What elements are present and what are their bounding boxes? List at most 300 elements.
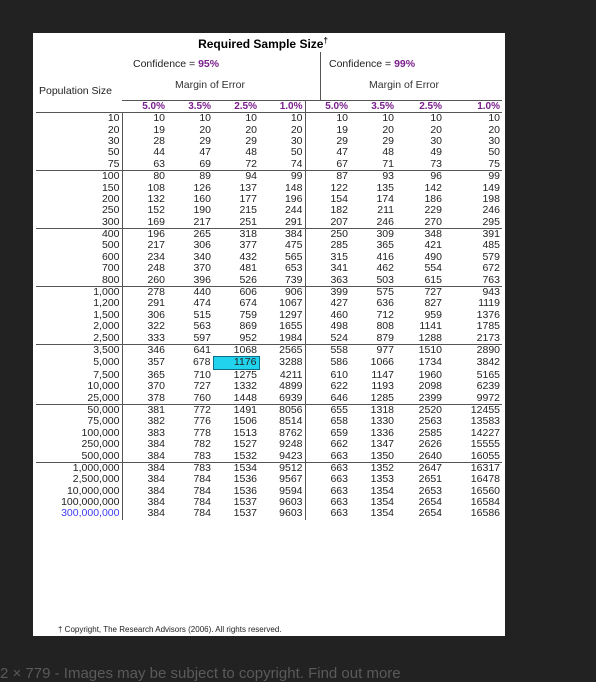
- sample-size-cell: 672: [482, 263, 500, 275]
- sample-size-cell: 132: [147, 193, 165, 205]
- margin-of-error-label-99: Margin of Error: [369, 79, 440, 91]
- sample-size-cell: 315: [305, 252, 350, 263]
- population-cell: 50,000: [36, 404, 122, 416]
- sample-size-cell: 383: [147, 427, 165, 439]
- table-row: [36, 286, 502, 298]
- table-row: [36, 508, 502, 519]
- sample-size-cell: 727: [193, 380, 211, 393]
- population-cell: 30: [36, 136, 122, 147]
- table-row: [36, 321, 502, 332]
- sample-size-cell: 19: [305, 124, 350, 135]
- sample-size-cell: 808: [376, 321, 394, 333]
- sample-size-cell: 306: [147, 309, 165, 321]
- sample-size-grid: [36, 100, 502, 520]
- sample-size-cell: 2640: [418, 450, 442, 462]
- sample-size-cell: 1513: [233, 427, 257, 439]
- sample-size-cell: 67: [305, 159, 350, 171]
- sample-size-cell: 1119: [478, 298, 500, 310]
- population-cell: 500,000: [36, 450, 122, 462]
- sample-size-cell: 2098: [418, 380, 442, 393]
- sample-size-cell: 8514: [279, 416, 303, 428]
- table-row: [36, 381, 502, 392]
- sample-size-cell: 182: [305, 205, 350, 216]
- sample-size-cell: 16584: [470, 496, 500, 509]
- sample-size-cell: 108: [147, 182, 165, 194]
- sample-size-cell: 515: [193, 309, 211, 321]
- sample-size-cell: 2173: [476, 332, 500, 344]
- table-row: [36, 228, 502, 240]
- population-cell: 300: [36, 217, 122, 229]
- sample-size-cell: 44: [153, 147, 165, 159]
- population-cell: 500: [36, 240, 122, 251]
- sample-size-cell: 783: [193, 450, 211, 462]
- sample-size-cell: 391: [444, 228, 502, 240]
- table-row: [36, 147, 502, 158]
- table-row: [36, 182, 502, 193]
- sample-size-cell: 207: [305, 217, 350, 229]
- sample-size-cell: 9972: [476, 392, 500, 404]
- sample-size-cell: 558: [305, 344, 350, 356]
- sample-size-cell: 30: [290, 135, 303, 147]
- sample-size-cell: 1527: [233, 438, 257, 451]
- sample-size-cell: 20: [199, 124, 211, 136]
- sample-size-cell: 784: [193, 474, 211, 486]
- margin-header: 2.5%: [396, 101, 444, 113]
- sample-size-cell: 177: [239, 193, 257, 205]
- sample-size-cell: 234: [147, 251, 165, 263]
- sample-size-cell: 10: [430, 112, 442, 125]
- sample-size-cell: 1536: [233, 474, 257, 486]
- sample-size-cell: 20: [382, 124, 394, 136]
- population-cell: 20: [36, 124, 122, 135]
- sample-size-cell: 1960: [418, 369, 442, 381]
- sample-size-cell: 365: [376, 240, 394, 252]
- population-cell: 5,000: [36, 357, 122, 369]
- sample-size-cell: 3842: [476, 356, 500, 369]
- sample-size-cell: 655: [305, 404, 350, 416]
- sample-size-cell: 1350: [370, 450, 394, 462]
- sample-size-cell: 250: [305, 228, 350, 240]
- sample-size-cell: 357: [147, 356, 165, 369]
- sample-size-cell: 48: [382, 147, 394, 159]
- sample-size-cell: 575: [350, 286, 396, 298]
- sample-size-cell: 10: [245, 112, 257, 125]
- sample-size-cell: 291: [147, 298, 165, 310]
- population-cell: 1,500: [36, 310, 122, 321]
- sample-size-cell: 524: [305, 332, 350, 344]
- sample-size-cell: 20: [290, 124, 303, 136]
- sample-size-cell: 10: [488, 112, 500, 125]
- sample-size-cell: 1984: [279, 332, 303, 344]
- sample-size-cell: 1376: [476, 309, 500, 321]
- sample-size-cell: 475: [284, 240, 303, 252]
- sample-size-cell: 384: [147, 450, 165, 462]
- sample-size-cell: 1491: [213, 404, 259, 416]
- sample-size-cell: 278: [122, 286, 167, 298]
- table-row: [36, 462, 502, 474]
- margin-of-error-label-95: Margin of Error: [175, 79, 246, 91]
- sample-size-cell: 14227: [470, 427, 500, 439]
- sample-size-cell: 20: [430, 124, 442, 136]
- sample-size-cell: 663: [305, 450, 350, 462]
- sample-size-cell: 827: [424, 298, 442, 310]
- table-row: [36, 240, 502, 251]
- population-cell: 25,000: [36, 392, 122, 404]
- sample-size-cell: 340: [193, 251, 211, 263]
- copyright-footer: † Copyright, The Research Advisors (2006). All rights reserved.: [58, 625, 282, 634]
- sample-size-table-image: [33, 33, 505, 636]
- sample-size-cell: 565: [284, 251, 303, 263]
- table-row: [36, 298, 502, 309]
- sample-size-cell: 384: [147, 508, 165, 520]
- sample-size-cell: 1506: [233, 416, 257, 428]
- sample-size-cell: 244: [284, 205, 303, 217]
- sample-size-cell: 10: [290, 112, 303, 125]
- sample-size-cell: 50: [290, 147, 303, 159]
- table-row: [36, 124, 502, 135]
- sample-size-cell: 19: [153, 124, 165, 136]
- sample-size-cell: 75: [488, 158, 500, 170]
- population-cell: 10: [36, 113, 122, 125]
- population-cell: 1,200: [36, 298, 122, 309]
- sample-size-cell: 8056: [259, 404, 305, 416]
- sample-size-cell: 586: [305, 357, 350, 369]
- sample-size-cell: 29: [245, 135, 257, 147]
- sample-size-cell: 641: [167, 344, 213, 356]
- highlighted-cell: 1176: [213, 357, 259, 369]
- sample-size-cell: 432: [239, 251, 257, 263]
- sample-size-cell: 906: [259, 286, 305, 298]
- sample-size-cell: 6239: [476, 380, 500, 393]
- population-cell: 100,000,000: [36, 497, 122, 508]
- sample-size-cell: 1655: [279, 321, 303, 333]
- margin-header: 5.0%: [305, 101, 350, 113]
- sample-size-cell: 12455: [444, 404, 502, 416]
- population-cell: 250,000: [36, 439, 122, 450]
- sample-size-cell: 149: [482, 182, 500, 194]
- sample-size-cell: 94: [213, 170, 259, 182]
- sample-size-cell: 2890: [444, 344, 502, 356]
- confidence-95-header: Confidence = 95%: [133, 58, 220, 70]
- sample-size-cell: 416: [376, 251, 394, 263]
- sample-size-cell: 462: [376, 263, 394, 275]
- sample-size-cell: 759: [239, 309, 257, 321]
- sample-size-cell: 16317: [444, 462, 502, 474]
- sample-size-cell: 554: [424, 263, 442, 275]
- sample-size-cell: 678: [192, 356, 211, 369]
- sample-size-cell: 87: [305, 170, 350, 182]
- sample-size-cell: 481: [239, 263, 257, 275]
- sample-size-cell: 137: [239, 182, 257, 194]
- sample-size-cell: 142: [424, 182, 442, 194]
- sample-size-cell: 1537: [233, 496, 257, 509]
- table-row: [36, 486, 502, 497]
- sample-size-cell: 211: [377, 205, 394, 217]
- sample-size-cell: 772: [167, 404, 213, 416]
- sample-size-cell: 99: [444, 170, 502, 182]
- sample-size-cell: 784: [193, 508, 211, 520]
- sample-size-cell: 485: [482, 240, 500, 252]
- sample-size-cell: 15555: [470, 438, 500, 451]
- sample-size-cell: 30: [430, 135, 442, 147]
- sample-size-cell: 384: [259, 228, 305, 240]
- table-row: [36, 369, 502, 381]
- population-cell: 2,000: [36, 321, 122, 332]
- table-row: [36, 217, 502, 229]
- sample-size-cell: 490: [424, 251, 442, 263]
- sample-size-cell: 270: [424, 216, 442, 228]
- sample-size-cell: 363: [305, 274, 350, 286]
- sample-size-cell: 1068: [213, 344, 259, 356]
- table-row: [36, 450, 502, 462]
- sample-size-cell: 782: [193, 438, 211, 451]
- sample-size-cell: 295: [482, 216, 500, 228]
- sample-size-cell: 760: [193, 392, 211, 404]
- sample-size-cell: 1352: [350, 462, 396, 474]
- margin-header: 3.5%: [350, 101, 396, 113]
- sample-size-cell: 1537: [233, 508, 257, 520]
- population-cell: 75,000: [36, 416, 122, 427]
- population-cell: 400: [36, 228, 122, 240]
- table-row: [36, 392, 502, 404]
- sample-size-cell: 384: [147, 496, 165, 509]
- sample-size-cell: 1336: [370, 427, 394, 439]
- population-cell: 250: [36, 205, 122, 216]
- table-row: [36, 113, 502, 125]
- sample-size-cell: 1354: [370, 508, 394, 520]
- sample-size-cell: 2654: [418, 496, 442, 509]
- sample-size-cell: 776: [193, 416, 211, 428]
- table-row: [36, 428, 502, 439]
- sample-size-cell: 29: [199, 135, 211, 147]
- sample-size-cell: 89: [167, 170, 213, 182]
- population-cell: 10,000: [36, 381, 122, 392]
- sample-size-cell: 662: [305, 439, 350, 450]
- sample-size-cell: 783: [167, 462, 213, 474]
- sample-size-cell: 1141: [419, 321, 442, 333]
- sample-size-cell: 9603: [279, 508, 303, 520]
- sample-size-cell: 1347: [370, 438, 394, 451]
- sample-size-cell: 9512: [259, 462, 305, 474]
- sample-size-cell: 610: [305, 369, 350, 381]
- sample-size-cell: 1066: [370, 356, 394, 369]
- sample-size-cell: 384: [147, 485, 165, 497]
- sample-size-cell: 190: [193, 205, 211, 217]
- sample-size-cell: 3288: [279, 356, 303, 369]
- table-row: [36, 194, 502, 205]
- sample-size-cell: 2399: [418, 392, 442, 404]
- sample-size-cell: 460: [305, 310, 350, 321]
- sample-size-cell: 663: [305, 497, 350, 508]
- sample-size-cell: 16560: [470, 485, 500, 497]
- sample-size-cell: 526: [239, 274, 257, 286]
- sample-size-cell: 943: [444, 286, 502, 298]
- sample-size-cell: 1448: [233, 392, 257, 404]
- sample-size-cell: 196: [122, 228, 167, 240]
- sample-size-cell: 333: [147, 332, 165, 344]
- population-cell: 2,500,000: [36, 474, 122, 485]
- sample-size-cell: 1534: [213, 462, 259, 474]
- sample-size-cell: 563: [193, 321, 211, 333]
- table-row: [36, 404, 502, 416]
- sample-size-cell: 229: [424, 205, 442, 217]
- population-cell: 600: [36, 252, 122, 263]
- sample-size-cell: 784: [193, 496, 211, 509]
- population-cell: 7,500: [36, 369, 122, 381]
- sample-size-cell: 215: [239, 205, 257, 217]
- sample-size-cell: 16586: [470, 508, 500, 520]
- sample-size-cell: 381: [122, 404, 167, 416]
- margin-header: 5.0%: [122, 101, 167, 113]
- sample-size-cell: 285: [305, 240, 350, 251]
- sample-size-cell: 370: [147, 380, 165, 393]
- sample-size-cell: 198: [482, 193, 500, 205]
- sample-size-cell: 148: [284, 182, 303, 194]
- sample-size-cell: 869: [239, 321, 257, 333]
- sample-size-cell: 265: [167, 228, 213, 240]
- sample-size-cell: 49: [430, 147, 442, 159]
- sample-size-cell: 879: [376, 332, 394, 344]
- table-row: [36, 497, 502, 508]
- sample-size-cell: 396: [193, 274, 211, 286]
- sample-size-cell: 260: [147, 274, 165, 286]
- sample-size-cell: 9567: [279, 474, 303, 486]
- table-row: [36, 474, 502, 485]
- table-row: [36, 263, 502, 274]
- sample-size-cell: 763: [482, 274, 500, 286]
- sample-size-cell: 778: [193, 427, 211, 439]
- sample-size-cell: 217: [193, 216, 211, 228]
- sample-size-cell: 9594: [279, 485, 303, 497]
- sample-size-cell: 6939: [279, 392, 303, 404]
- sample-size-cell: 2626: [418, 438, 442, 451]
- sample-size-cell: 29: [382, 135, 394, 147]
- table-row: [36, 170, 502, 182]
- sample-size-cell: 4899: [279, 380, 303, 393]
- sample-size-cell: 2563: [418, 416, 442, 428]
- sample-size-cell: 73: [430, 158, 442, 170]
- sample-size-cell: 1318: [350, 404, 396, 416]
- sample-size-cell: 48: [245, 147, 257, 159]
- population-cell: 700: [36, 263, 122, 274]
- margin-header-row: [36, 101, 502, 113]
- sample-size-cell: 20: [488, 124, 500, 136]
- sample-size-cell: 474: [193, 298, 211, 310]
- population-cell: 1,000,000: [36, 462, 122, 474]
- sample-size-cell: 959: [424, 309, 442, 321]
- sample-size-cell: 1354: [370, 496, 394, 509]
- population-cell: 150: [36, 182, 122, 193]
- sample-size-cell: 2520: [396, 404, 444, 416]
- sample-size-cell: 341: [305, 263, 350, 274]
- sample-size-cell: 10: [382, 112, 394, 125]
- table-row: [36, 416, 502, 427]
- table-row: [36, 310, 502, 321]
- sample-size-cell: 93: [350, 170, 396, 182]
- sample-size-cell: 2585: [418, 427, 442, 439]
- sample-size-cell: 674: [239, 298, 257, 310]
- sample-size-cell: 636: [376, 298, 394, 310]
- population-cell: 75: [36, 159, 122, 171]
- sample-size-cell: 122: [305, 182, 350, 193]
- sample-size-cell: 1734: [418, 356, 442, 369]
- sample-size-cell: 28: [153, 135, 165, 147]
- sample-size-cell: 1147: [371, 369, 394, 381]
- sample-size-cell: 646: [305, 392, 350, 404]
- population-cell: 10,000,000: [36, 486, 122, 497]
- sample-size-cell: 126: [193, 182, 211, 194]
- table-row: [36, 159, 502, 171]
- sample-size-cell: 622: [305, 381, 350, 392]
- sample-size-cell: 63: [153, 158, 165, 170]
- sample-size-cell: 2654: [418, 508, 442, 520]
- sample-size-cell: 384: [147, 438, 165, 451]
- sample-size-cell: 154: [305, 194, 350, 205]
- sample-size-cell: 186: [424, 193, 442, 205]
- sample-size-cell: 291: [284, 216, 303, 228]
- sample-size-cell: 2653: [418, 485, 442, 497]
- sample-size-cell: 653: [284, 263, 303, 275]
- sample-size-cell: 1330: [370, 416, 394, 428]
- sample-size-cell: 659: [305, 428, 350, 439]
- sample-size-cell: 1785: [476, 321, 500, 333]
- population-cell: 1,000: [36, 286, 122, 298]
- sample-size-cell: 9248: [279, 438, 303, 451]
- sample-size-cell: 174: [376, 193, 394, 205]
- sample-size-cell: 1285: [370, 392, 394, 404]
- sample-size-cell: 322: [147, 321, 165, 333]
- sample-size-cell: 663: [305, 474, 350, 485]
- margin-header: 3.5%: [167, 101, 213, 113]
- sample-size-cell: 251: [239, 216, 257, 228]
- sample-size-cell: 384: [147, 474, 165, 486]
- sample-size-cell: 309: [350, 228, 396, 240]
- sample-size-cell: 1297: [279, 309, 303, 321]
- sample-size-cell: 1510: [396, 344, 444, 356]
- sample-size-cell: 1353: [370, 474, 394, 486]
- sample-size-cell: 663: [305, 486, 350, 497]
- sample-size-cell: 658: [305, 416, 350, 427]
- population-cell: 200: [36, 194, 122, 205]
- population-cell: 3,500: [36, 344, 122, 356]
- table-row: [36, 344, 502, 356]
- table-row: [36, 332, 502, 344]
- sample-size-cell: 739: [284, 274, 303, 286]
- sample-size-cell: 1067: [279, 298, 303, 310]
- sample-size-cell: 597: [193, 332, 211, 344]
- table-row: [36, 274, 502, 286]
- table-row: [36, 136, 502, 147]
- sample-size-cell: 246: [376, 216, 394, 228]
- sample-size-cell: 952: [239, 332, 257, 344]
- sample-size-cell: 348: [396, 228, 444, 240]
- sample-size-cell: 365: [147, 369, 165, 381]
- sample-size-cell: 8762: [279, 427, 303, 439]
- sample-size-cell: 712: [376, 309, 394, 321]
- sample-size-cell: 16478: [470, 474, 500, 486]
- sample-size-cell: 399: [305, 286, 350, 298]
- sample-size-cell: 152: [147, 205, 165, 217]
- sample-size-cell: 318: [213, 228, 259, 240]
- sample-size-cell: 160: [193, 193, 211, 205]
- population-cell: 300,000,000: [36, 508, 122, 519]
- confidence-divider: [320, 52, 321, 100]
- sample-size-cell: 306: [193, 240, 211, 252]
- sample-size-cell: 246: [482, 205, 500, 217]
- sample-size-cell: 30: [488, 135, 500, 147]
- margin-header: 2.5%: [213, 101, 259, 113]
- margin-header: 1.0%: [444, 101, 502, 113]
